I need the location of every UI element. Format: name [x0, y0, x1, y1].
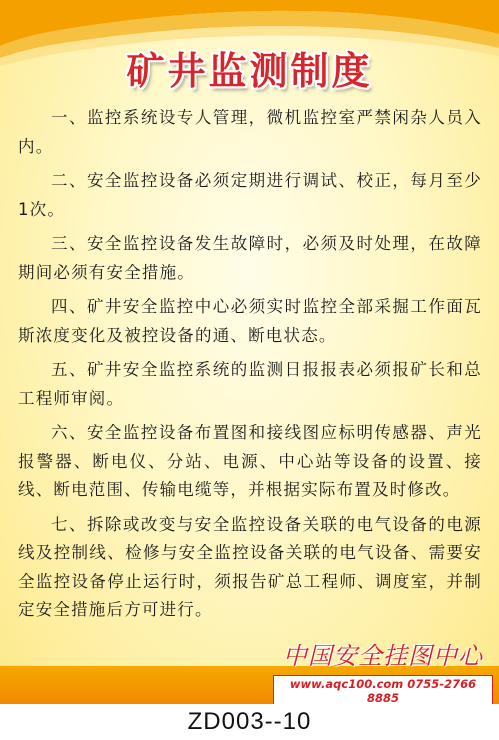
watermark-contact: www.aqc100.com 0755-2766 8885	[273, 675, 493, 704]
regulation-item-3: 三、安全监控设备发生故障时，必须及时处理，在故障期间必须有安全措施。	[18, 234, 482, 282]
regulation-item-5: 五、矿井安全监控系统的监测日报报表必须报矿长和总工程师审阅。	[18, 360, 482, 408]
regulation-item-6: 六、安全监控设备布置图和接线图应标明传感器、声光报警器、断电仪、分站、电源、中心站等设备的设置、接线、断电范围、传输电缆等，并根据实际布置及时修改。	[18, 423, 482, 499]
watermark	[273, 636, 493, 704]
regulation-item-7: 七、拆除或改变与安全监控设备关联的电气设备的电源线及控制线、检修与安全监控设备关联的电气设备、需要安全监控设备停止运行时，须报告矿总工程师、调度室，并制定安全措施后方可进行。	[18, 514, 482, 619]
regulation-item-1: 一、监控系统设专人管理，微机监控室严禁闲杂人员入内。	[18, 108, 482, 156]
regulation-item-2: 二、安全监控设备必须定期进行调试、校正，每月至少1次。	[18, 171, 482, 219]
watermark-brand: 中国安全挂图中心	[283, 642, 483, 670]
product-code: ZD003--10	[187, 708, 312, 735]
poster-title: 矿井监测制度	[126, 49, 373, 93]
regulation-item-4: 四、矿井安全监控中心必须实时监控全部采掘工作面瓦斯浓度变化及被控设备的通、断电状态。	[18, 297, 482, 345]
regulation-body	[18, 104, 482, 631]
